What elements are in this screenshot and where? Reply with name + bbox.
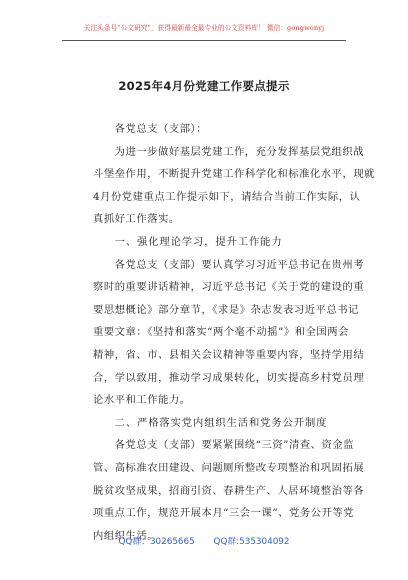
intro-line: 4月份党建重点工作提示如下，请结合当前工作实际，认 [93, 190, 361, 203]
section-2-line: 内组织生活。 [93, 529, 159, 542]
footer-qq-group-2[interactable]: QQ群:535304092 [213, 537, 290, 547]
section-1-line: 重要文章：《坚持和落实“两个毫不动摇”》和全国两会 [93, 326, 349, 339]
intro-line: 斗堡垒作用，不断提升党建工作科学化和标准化水平，现就 [93, 168, 376, 181]
section-heading-2: 二、严格落实党内组织生活和党务公开制度 [114, 416, 328, 429]
document-title: 2025年4月份党建工作要点提示 [118, 79, 290, 93]
header-divider [62, 40, 346, 41]
section-1-line: 合，学以致用，推动学习成果转化，切实提高乡村党员理 [93, 371, 365, 384]
section-1-line: 察时的重要讲话精神，习近平总书记《关于党的建设的重 [93, 281, 365, 294]
section-2-line: 项重点工作，规范开展本月“三会一课”、党务公开等党 [93, 507, 355, 520]
salutation: 各党总支（支部）： [114, 123, 208, 135]
footer [0, 534, 408, 547]
section-2-line: 各党总支（支部）要紧紧围绕“三资”清查、资金监 [114, 439, 355, 452]
intro-line: 真抓好工作落实。 [93, 213, 180, 226]
section-2-line: 脱贫攻坚成果，招商引资、春耕生产、人居环境整治等各 [93, 484, 365, 497]
section-heading-1: 一、强化理论学习，提升工作能力 [114, 235, 283, 248]
section-1-line: 论水平和工作能力。 [93, 394, 191, 407]
document-body [93, 118, 376, 547]
section-1-line: 精神，省、市、县相关会议精神等重要内容，坚持学用结 [93, 348, 365, 361]
section-1-line: 要思想概论》部分章节，《求是》杂志发表习近平总书记 [93, 303, 360, 316]
header-banner[interactable]: 关注头条号“公文研究”，获得最新最全最专业的公文资料库！ 微信：gongwenyj [83, 24, 325, 32]
section-2-line: 管、高标准农田建设、问题厕所整改专项整治和巩固拓展 [93, 461, 365, 474]
footer-qq-group-1[interactable]: QQ群：30265665 [118, 537, 195, 547]
intro-line: 为进一步做好基层党建工作，充分发挥基层党组织战 [114, 145, 365, 158]
section-1-line: 各党总支（支部）要认真学习习近平总书记在贵州考 [114, 258, 365, 271]
